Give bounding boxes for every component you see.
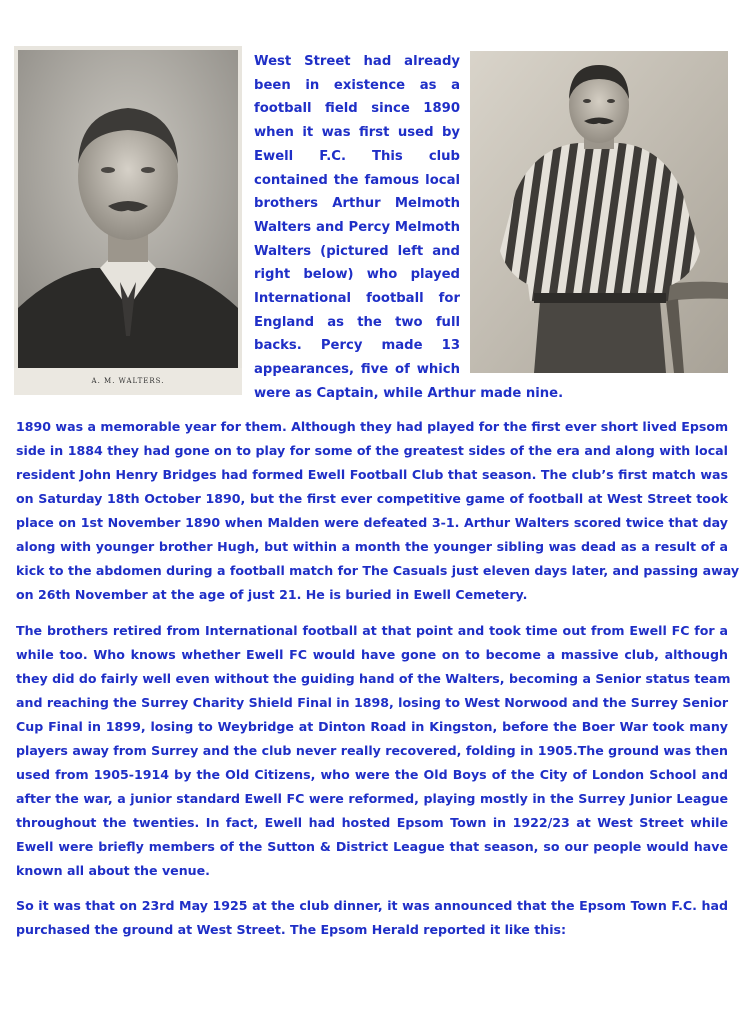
text-line: Ewell were briefly members of the Sutton & District League that season, so our people would have (16, 839, 728, 854)
text-line: known all about the venue. (16, 863, 210, 878)
text-line: place on 1st November 1890 when Malden were defeated 3-1. Arthur Walters scored twice that day (16, 515, 728, 530)
text-line: So it was that on 23rd May 1925 at the club dinner, it was announced that the Epsom Town F.C. had (16, 898, 728, 913)
text-line: backs. Percy made 13 (254, 338, 460, 354)
text-line: when it was first used by (254, 125, 460, 141)
text-line: side in 1884 they had gone on to play for some of the greatest sides of the era and along with local (16, 443, 728, 458)
text-line: Walters (pictured left and (254, 243, 460, 259)
text-line: on 26th November at the age of just 21. He is buried in Ewell Cemetery. (16, 587, 528, 602)
text-line: along with younger brother Hugh, but within a month the younger sibling was dead as a result of a (16, 539, 728, 554)
text-line: purchased the ground at West Street. The Epsom Herald reported it like this: (16, 922, 567, 937)
text-line: International football for (254, 291, 460, 307)
text-line: were as Captain, while Arthur made nine. (254, 385, 564, 401)
text-line: Walters and Percy Melmoth (254, 219, 460, 235)
text-line: after the war, a junior standard Ewell FC were reformed, playing mostly in the Surrey Junior League (16, 791, 728, 806)
text-line: used from 1905-1914 by the Old Citizens, who were the Old Boys of the City of London School and (16, 767, 728, 782)
paragraph-1925-dinner (16, 894, 728, 942)
portrait-photo-arthur-walters (14, 46, 242, 395)
intro-paragraph (254, 50, 564, 406)
text-line: England as the two full (254, 314, 460, 330)
text-line: they did do fairly well even without the guiding hand of the Walters, becoming a Senior status team (16, 671, 731, 686)
text-line: while too. Who knows whether Ewell FC would have gone on to become a massive club, although (16, 647, 728, 662)
text-line: right below) who played (254, 267, 460, 283)
text-line: football field since 1890 (254, 101, 460, 117)
text-line: and reaching the Surrey Charity Shield Final in 1898, losing to West Norwood and the Surrey Senior (16, 695, 729, 710)
text-line: appearances, five of which (254, 362, 460, 378)
text-line: players away from Surrey and the club never really recovered, folding in 1905.The ground was then (16, 743, 728, 758)
text-line: The brothers retired from International football at that point and took time out from Ewell FC for a (16, 623, 728, 638)
text-line: contained the famous local (254, 172, 460, 188)
photo-caption: A. M. WALTERS. (91, 377, 165, 385)
paragraph-brothers-retired (16, 619, 731, 883)
text-line: resident John Henry Bridges had formed Ewell Football Club that season. The club’s first match was (16, 467, 728, 482)
text-line: Ewell F.C. This club (254, 148, 460, 164)
text-line: Cup Final in 1899, losing to Weybridge at Dinton Road in Kingston, before the Boer War took many (16, 719, 728, 734)
text-line: 1890 was a memorable year for them. Although they had played for the first ever short lived Epsom (16, 419, 729, 434)
text-line: West Street had already (254, 54, 460, 69)
text-line: kick to the abdomen during a football match for The Casuals just eleven days later, and passing away (16, 563, 740, 578)
text-line: throughout the twenties. In fact, Ewell had hosted Epsom Town in 1922/23 at West Street while (16, 815, 728, 830)
portrait-photo-percy-walters (470, 51, 728, 373)
text-line: brothers Arthur Melmoth (254, 196, 460, 212)
text-line: been in existence as a (254, 77, 460, 93)
paragraph-1890 (16, 415, 740, 607)
text-line: on Saturday 18th October 1890, but the first ever competitive game of football at West Street took (16, 491, 728, 506)
